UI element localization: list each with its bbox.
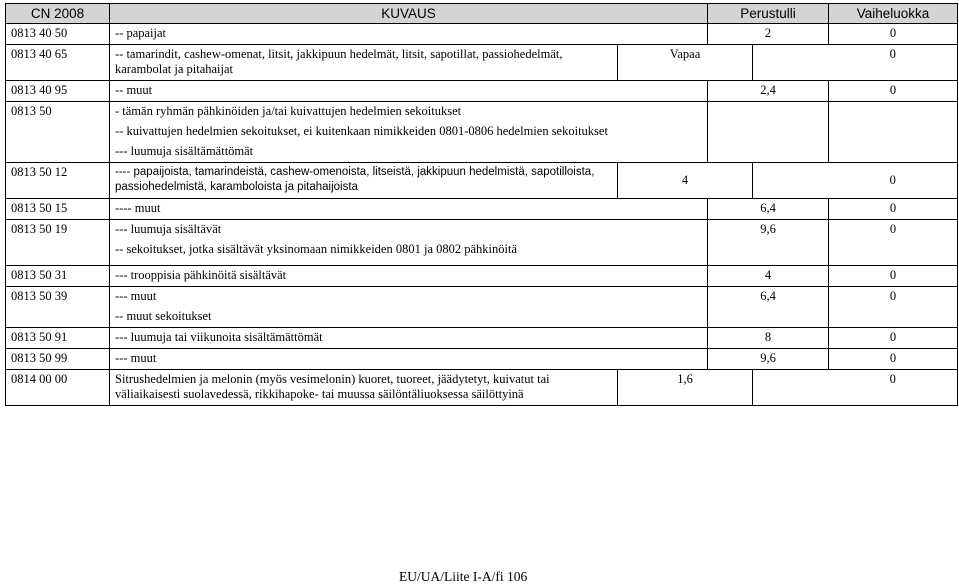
description: ---- muut xyxy=(110,199,708,220)
cn-code: 0813 50 xyxy=(6,102,110,163)
staging-category: 0 xyxy=(829,24,958,45)
staging-category xyxy=(829,102,958,163)
table-row xyxy=(6,370,958,406)
empty-cell xyxy=(753,163,829,199)
page-footer: EU/UA/Liite I-A/fi 106 xyxy=(399,569,528,584)
base-duty: 1,6 xyxy=(618,370,753,406)
base-duty: 9,6 xyxy=(708,349,829,370)
staging-category: 0 xyxy=(829,328,958,349)
table-row xyxy=(6,45,958,81)
staging-category: 0 xyxy=(829,287,958,328)
table-row xyxy=(6,81,958,102)
base-duty xyxy=(708,102,829,163)
staging-category: 0 xyxy=(829,199,958,220)
cn-code: 0813 50 99 xyxy=(6,349,110,370)
header-cn-code: CN 2008 xyxy=(6,4,110,24)
base-duty: 6,4 xyxy=(708,199,829,220)
table-row xyxy=(6,199,958,220)
description: -- kuivattujen hedelmien sekoitukset, ei kuitenkaan nimikkeiden 0801-0806 hedelmien sekoitukset xyxy=(110,122,618,142)
description: Sitrushedelmien ja melonin (myös vesimelonin) kuoret, tuoreet, jäädytetyt, kuivatut tai väliaikaisesti suolavedessä, rikkihapoke- tai muussa säilöntäliuoksessa säilöttyinä xyxy=(110,370,618,406)
cn-code: 0813 40 65 xyxy=(6,45,110,81)
staging-category: 0 xyxy=(829,163,958,199)
table-row xyxy=(6,349,958,370)
cn-code: 0813 50 19 xyxy=(6,220,110,266)
table-row xyxy=(6,287,958,308)
description: -- sekoitukset, jotka sisältävät yksinomaan nimikkeiden 0801 ja 0802 pähkinöitä xyxy=(110,240,708,266)
cn-code: 0813 40 50 xyxy=(6,24,110,45)
cn-code: 0813 50 91 xyxy=(6,328,110,349)
tariff-table xyxy=(5,3,958,406)
description: ---- papaijoista, tamarindeistä, cashew-omenoista, litseistä, jakkipuun hedelmistä, sapotilloista, passiohedelmistä, karamboloista ja pitahaijoista xyxy=(110,163,618,199)
description: --- muut xyxy=(110,349,708,370)
header-staging-category: Vaiheluokka xyxy=(829,4,958,24)
description: -- muut sekoitukset xyxy=(110,307,708,328)
description: -- tamarindit, cashew-omenat, litsit, jakkipuun hedelmät, litsit, sapotillat, passiohedelmät, karambolat ja pitahaijat xyxy=(110,45,618,81)
header-description: KUVAUS xyxy=(110,4,708,24)
table-header-row xyxy=(6,4,958,24)
base-duty: 2,4 xyxy=(708,81,829,102)
staging-category: 0 xyxy=(829,220,958,266)
staging-category: 0 xyxy=(829,45,958,81)
base-duty: 8 xyxy=(708,328,829,349)
description: --- muut xyxy=(110,287,708,308)
table-row xyxy=(6,24,958,45)
staging-category: 0 xyxy=(829,370,958,406)
description: -- muut xyxy=(110,81,708,102)
staging-category: 0 xyxy=(829,81,958,102)
table-row xyxy=(6,163,958,199)
description: - tämän ryhmän pähkinöiden ja/tai kuivattujen hedelmien sekoitukset xyxy=(110,102,708,123)
base-duty: 4 xyxy=(618,163,753,199)
cn-code: 0814 00 00 xyxy=(6,370,110,406)
base-duty: Vapaa xyxy=(618,45,753,81)
empty-cell xyxy=(753,45,829,81)
table-row xyxy=(6,220,958,241)
table-row xyxy=(6,102,958,123)
base-duty: 4 xyxy=(708,266,829,287)
base-duty: 2 xyxy=(708,24,829,45)
staging-category: 0 xyxy=(829,266,958,287)
description: --- trooppisia pähkinöitä sisältävät xyxy=(110,266,708,287)
header-base-duty: Perustulli xyxy=(708,4,829,24)
cn-code: 0813 50 31 xyxy=(6,266,110,287)
spacer-cell xyxy=(618,122,708,142)
cn-code: 0813 50 39 xyxy=(6,287,110,328)
cn-code: 0813 50 12 xyxy=(6,163,110,199)
base-duty: 6,4 xyxy=(708,287,829,328)
description: -- papaijat xyxy=(110,24,708,45)
staging-category: 0 xyxy=(829,349,958,370)
base-duty: 9,6 xyxy=(708,220,829,266)
description: --- luumuja sisältämättömät xyxy=(110,142,708,163)
cn-code: 0813 50 15 xyxy=(6,199,110,220)
cn-code: 0813 40 95 xyxy=(6,81,110,102)
table-row xyxy=(6,266,958,287)
description: --- luumuja tai viikunoita sisältämättömät xyxy=(110,328,708,349)
description: --- luumuja sisältävät xyxy=(110,220,708,241)
table-row xyxy=(6,328,958,349)
empty-cell xyxy=(753,370,829,406)
